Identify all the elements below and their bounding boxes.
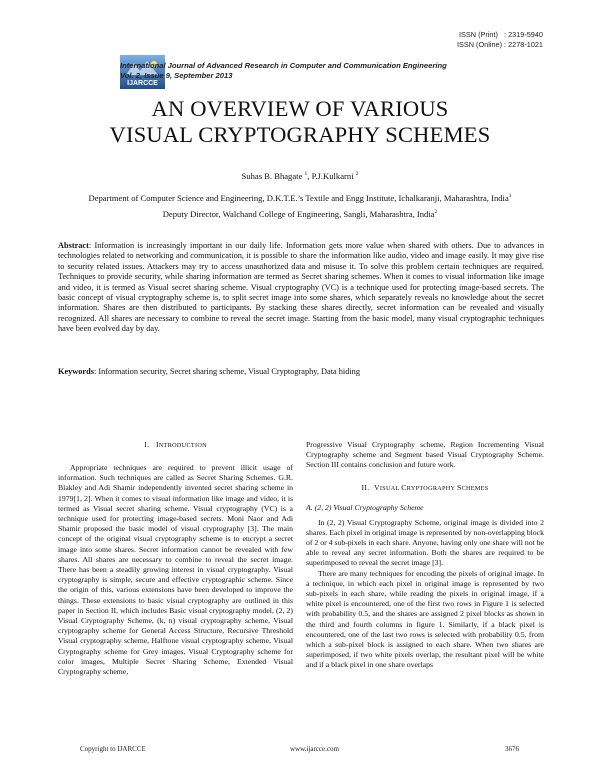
keywords-label: Keywords: [58, 367, 94, 376]
issn-online: ISSN (Online) : 2278-1021: [457, 40, 543, 49]
author-separator: , P.J.Kulkarni: [307, 171, 356, 181]
abstract: [58, 241, 544, 335]
subsection-a-heading: A. (2, 2) Visual Cryptography Scheme: [306, 502, 424, 512]
paper-title-line2: VISUAL CRYPTOGRAPHY SCHEMES: [109, 122, 491, 147]
authors: [40, 171, 560, 182]
section-2-number: II.: [361, 482, 370, 492]
journal-name: International Journal of Advanced Research in Computer and Communication Engineering: [120, 61, 447, 70]
section-2-ryptography: RYPTOGRAPHY: [406, 484, 457, 492]
affiliation-2: [40, 209, 560, 220]
keywords-text: : Information security, Secret sharing scheme, Visual Cryptography, Data hiding: [93, 367, 360, 376]
section-1-heading: [58, 440, 293, 451]
affiliation-1-text: Department of Computer Science and Engineering, D.K.T.E.’s Textile and Engg Institute, Ichalkaranji, Maharashtra, India: [88, 193, 509, 203]
author-1: Suhas B. Bhagate: [241, 171, 305, 181]
intro-paragraph: Appropriate techniques are required to prevent illicit usage of information. Such techniques are called as Secret Sharing Schemes. G.R. Blakley and Adi Shamir independently invented secret sharing scheme in 1979[1, 2]. When it comes to visual information like image and video, it is termed as Visual secret sharing scheme. Visual cryptography (VC) is a technique used for protecting image-based secrets. Moni Naor and Adi Shamir proposed the basic model of visual cryptography [3]. The main concept of the original visual cryptography scheme is to encrypt a secret image into some shares. Secret information cannot be revealed with few shares. All shares are necessary to combine to reveal the secret image. There has been a steadily growing interest in visual cryptography. Visual cryptography is simple, secure and effective cryptographic scheme. Since the origin of this, various extensions have been developed to improve the things. These extensions to basic visual cryptography are outlined in this paper in Section II, which includes Basic visual cryptography model, (2, 2) Visual Cryptography Scheme, (k, n) visual cryptography scheme, Visual cryptography scheme for General Access Structure, Recursive Threshold Visual cryptography scheme, Halftone visual cryptography scheme, Visual Cryptography scheme for Grey images, Visual Cryptography scheme for color images, Multiple Secret Sharing Scheme, Extended Visual Cryptography scheme,: [58, 463, 293, 677]
column-left: [58, 463, 293, 677]
column-right: [306, 440, 544, 671]
section-2-v: V: [374, 482, 380, 492]
section-2-isual: ISUAL: [379, 484, 402, 492]
affiliation-1: [40, 193, 560, 204]
abstract-text: : Information is increasingly important in our daily life. Information gets more value when shared with others. Due to advances in technologies related to networking and communication, it is possible to share the information like audio, video and image easily. It may give rise to security related issues. Attackers may try to access unauthorized data and misuse it. To solve this problem certain techniques are required. Techniques to provide security, while sharing information are termed as Secret sharing schemes. When it comes to visual information like image and video, it is termed as Visual secret sharing scheme. Visual cryptography (VC) is a technique used for protecting image-based secrets. The basic concept of visual cryptography scheme is, to split secret image into some shares, which separately reveals no knowledge about the secret information. Shares are then distributed to participants. By stacking these shares directly, secret information can be revealed and visually recognized. All shares are necessary to combine to reveal the secret image. Starting from the basic model, many visual cryptographic techniques have been evolved day by day.: [58, 241, 544, 334]
keywords: [58, 367, 544, 377]
author-1-sup: 1: [304, 171, 308, 178]
section-2-c: C: [401, 482, 407, 492]
issn-print: ISSN (Print) : 2319-5940: [459, 30, 543, 39]
footer-url: www.ijarcce.com: [290, 745, 339, 753]
abstract-label: Abstract: [58, 241, 89, 250]
section-1-number: I.: [144, 440, 150, 449]
section-2-chemes: CHEMES: [461, 484, 489, 492]
section-1-rest: NTRODUCTION: [158, 442, 207, 449]
paper-title-line1: AN OVERVIEW OF VARIOUS: [151, 96, 449, 121]
affiliation-2-sup: 2: [434, 209, 438, 216]
footer-copyright: Copyright to IJARCCE: [80, 745, 146, 753]
affiliation-2-text: Deputy Director, Walchand College of Engineering, Sangli, Maharashtra, India: [162, 209, 435, 219]
subsection-a-paragraph-1: In (2, 2) Visual Cryptography Scheme, original image is divided into 2 shares. Each pixel in original image is represented by non-overlapping block of 2 or 4 sub-pixels in each share. Anyone, having only one share will not be able to reveal any secret information. Both the shares are required to be superimposed to reveal the secret image [3].: [306, 517, 544, 568]
author-2-sup: 2: [355, 171, 359, 178]
affiliation-1-sup: 1: [508, 193, 512, 200]
subsection-a-paragraph-2: There are many techniques for encoding the pixels of original image. In a technique, in which each pixel in original image is represented by two sub-pixels in each share, while reading the pixels in original image, if a white pixel is encountered, one of the first two rows in Figure 1 is selected with probability 0.5, and the shares are assigned 2 pixel blocks as shown in the third and fourth columns in figure 1. Similarly, if a black pixel is encountered, one of the last two rows is selected with probability 0.5, from which a sub-pixel block is assigned to each share. When two shares are superimposed, if two white pixels overlap, the resultant pixel will be white and if a black pixel in one share overlaps: [306, 568, 544, 670]
section-2-s: S: [456, 482, 462, 492]
journal-issue: Vol. 2, Issue 9, September 2013: [120, 71, 233, 80]
section-2-heading: [306, 483, 544, 494]
logo-text: IJARCCE: [127, 80, 158, 87]
section-1-first-letter: I: [155, 440, 159, 449]
footer-page-number: 3676: [505, 745, 519, 753]
intro-continuation: Progressive Visual Cryptography scheme, Region Incrementing Visual Cryptography scheme and Segment based Visual Cryptography Scheme. Section III contains conclusion and future work.: [306, 440, 544, 470]
